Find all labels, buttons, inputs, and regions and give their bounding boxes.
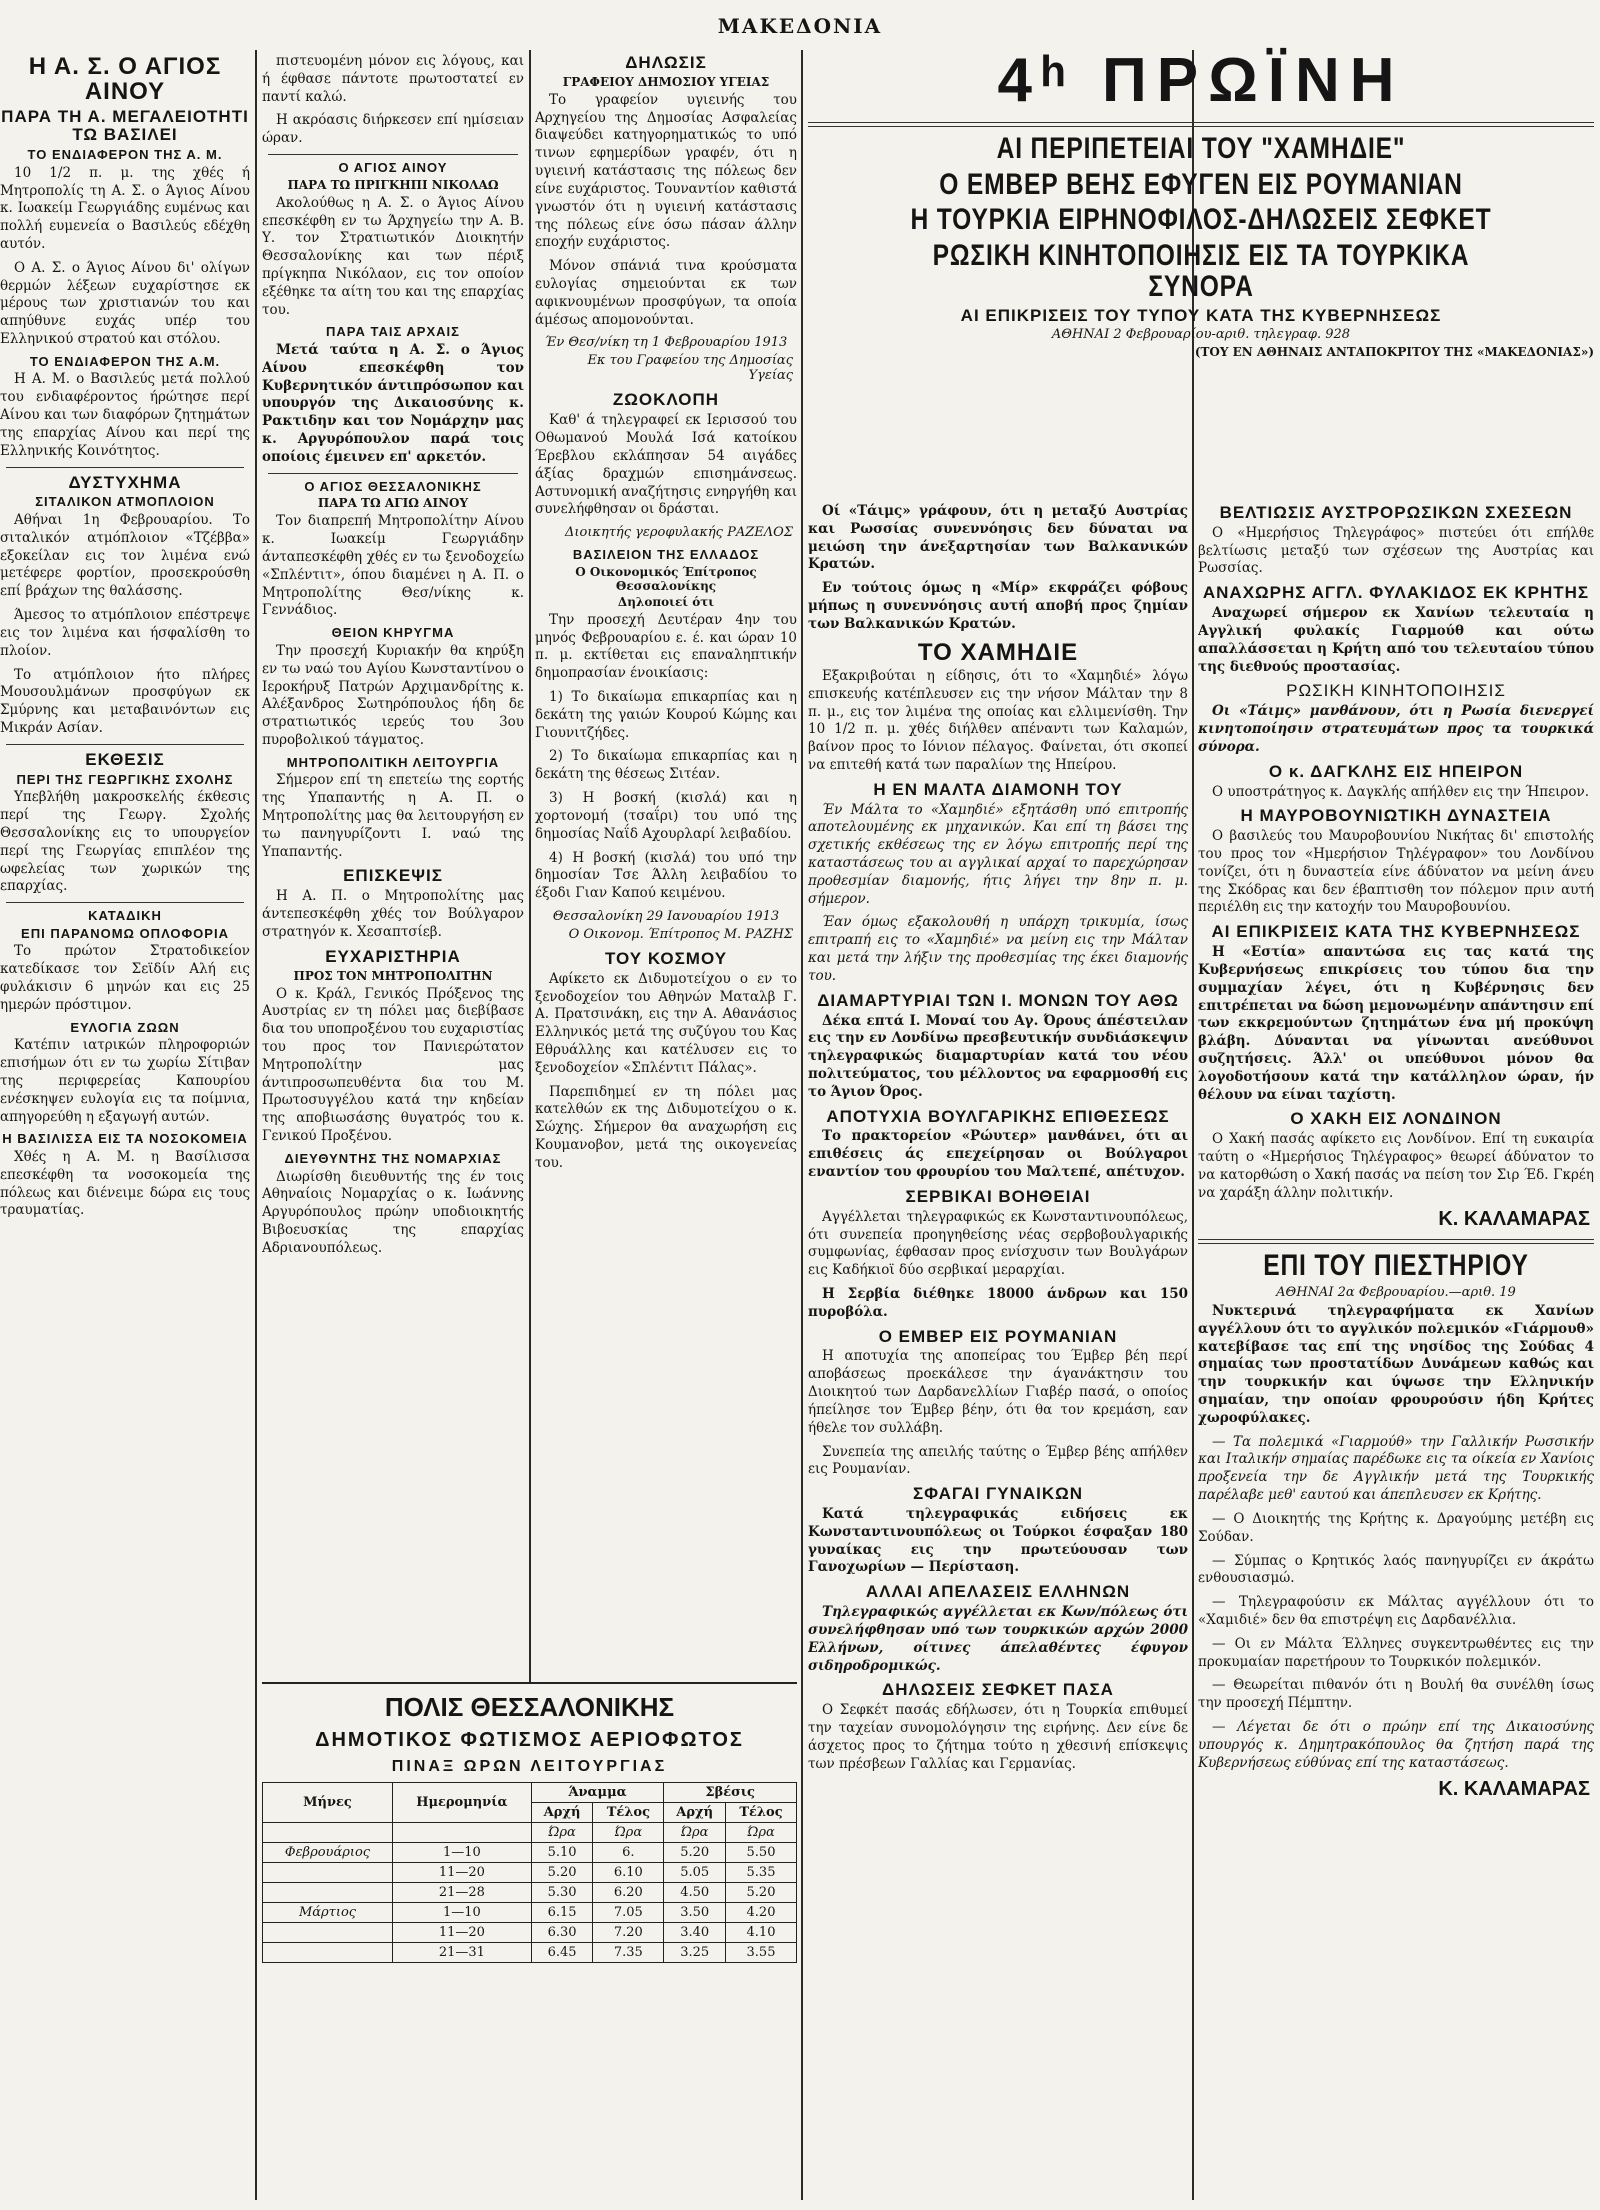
headline: ΔΗΛΩΣΕΙΣ ΣΕΦΚΕΤ ΠΑΣΑ [882,1680,1114,1700]
dateline: Θεσσαλονίκη 29 Ιανουαρίου 1913 [552,908,780,924]
cell-days: 1—10 [393,1843,532,1863]
column-rule [801,50,803,2200]
headline: Η ΕΝ ΜΑΛΤΑ ΔΙΑΜΟΝΗ ΤΟΥ [873,779,1123,799]
headline: ΔΗΛΩΣΙΣ [625,53,707,72]
article-paragraph: Μετά ταύτα η Α. Σ. ο Άγιος Αίνου επεσκέφθη τον Κυβερνητικόν άντιπρόσωπον και υπουργόν της Δικαιοσύνης κ. Ρακτιδην και τον Νομάρχην μας κ. Αργυρόπουλον παρά τοις οποίοις έμεινεν επ' αρκετόν. [262,342,524,465]
cell-value: 3.50 [664,1903,726,1923]
headline: ΖΩΟΚΛΟΠΗ [612,390,720,410]
article-paragraph: — Τα πολεμικά «Γιαρμούθ» την Γαλλικήν Ρωσσικήν και Ιταλικήν σημαίας παρέδωκε εις τα οίκεία εν Χανίοις προξενεία την δε Αγγλικήν μετά της Τουρκικής παρέλαβε μεθ' εαυτού και άπεπλευσεν εκ Κρήτης. [1198,1433,1594,1504]
headline: ΤΟΥ ΚΟΣΜΟΥ [604,948,728,968]
article-paragraph: Το πρώτον Στρατοδικείον κατεδίκασε τον Σεϊδίν Αλή εις φυλάκισιν 6 μηνών και εις 25 ημερών πρόστιμον. [0,943,250,1013]
main-headline: ΑΙ ΠΕΡΙΠΕΤΕΙΑΙ ΤΟΥ "ΧΑΜΗΔΙΕ" [996,132,1406,165]
headline: ΚΑΤΑΔΙΚΗ [88,908,162,924]
article-paragraph: Χθές η Α. Μ. η Βασίλισσα επεσκέφθη τα νοσοκομεία της πόλεως και διένειμε δώρα εις τους τραυματίας. [0,1149,250,1219]
main-subheadline: ΑΙ ΕΠΙΚΡΙΣΕΙΣ ΤΟΥ ΤΥΠΟΥ ΚΑΤΑ ΤΗΣ ΚΥΒΕΡΝΗΣΕΩΣ [960,305,1442,325]
th-end: Τέλος [593,1803,664,1823]
notice-title: ΠΟΛΙΣ ΘΕΣΣΑΛΟΝΙΚΗΣ [384,1692,675,1722]
article-paragraph: Άμεσος το ατμόπλοιον επέστρεψε εις τον λιμένα και ήσφαλίσθη το πλοίον. [0,607,250,659]
dateline: Έν Θεσ/νίκη τη 1 Φεβρουαρίου 1913 [544,335,788,351]
th-months: Μήνες [263,1783,393,1823]
gas-timetable [262,1782,797,1963]
cell-value: 3.25 [664,1943,726,1963]
article-paragraph: Την προσεχή Κυριακήν θα κηρύξη εν τω ναώ του Αγίου Κωνσταντίνου ο Ιεροκήρυξ Πατρών Αρχιμανδρίτης κ. Αλέξανδρος Σωτηρόπουλος ήδη δε στρατιωτικός ιερεύς του 3ου πυροβολικού τάγματος. [262,642,524,748]
cell-value: 5.30 [531,1883,593,1903]
headline: ΑΙ ΕΠΙΚΡΙΣΕΙΣ ΚΑΤΑ ΤΗΣ ΚΥΒΕΡΝΗΣΕΩΣ [1211,922,1581,942]
cell-value: 3.55 [726,1943,797,1963]
article-paragraph: Ακολούθως η Α. Σ. ο Άγιος Αίνου επεσκέφθη εν τω Άρχηγείω την Α. Β. Υ. τον Στρατιωτικόν Διοικητήν Θεσσαλονίκης και των πέριξ πρίγκηπα Νικόλαον, εις τον οποίον εξέθηκε τα αίτη του και της επαρχίας του. [262,194,524,318]
unit-spacer [393,1823,532,1843]
dateline: ΑΘΗΝΑΙ 2 Φεβρουαρίου-αριθ. τηλεγραφ. 928 [1051,327,1351,343]
article-paragraph: 3) Η βοσκή (κισλά) και η χορτονομή (τσαΐρι) του υπό της δημοσίας Ναΐδ Αχουρλαρί λειβαδίου. [535,790,797,842]
cell-days: 21—31 [393,1943,532,1963]
headline: Η ΜΑΥΡΟΒΟΥΝΙΩΤΙΚΗ ΔΥΝΑΣΤΕΙΑ [1240,806,1552,826]
headline: ΕΥΛΟΓΙΑ ΖΩΩΝ [70,1019,180,1035]
cell-value: 6.10 [593,1863,664,1883]
article-paragraph: Η Α. Μ. ο Βασιλεύς μετά πολλού του ενδιαφέροντος ήρώτησε περί Αίνου και των διαφόρων ζητημάτων της επαρχίας Αίνου και περί της Ελληνικής Κοινότητος. [0,371,250,459]
cell-value: 6.15 [531,1903,593,1923]
article-paragraph: Καθ' ά τηλεγραφεί εκ Ιερισσού του Οθωμανού Μουλά Ισά κατοίκου Έρεβλου εκλάπησαν 54 αιγάδες άξίας δραχμών επισημάνσεως. Αστυνομική αναζήτησις ενηργήθη και συνελήφθησαν οι δράσται. [535,412,797,518]
article-paragraph: 2) Το δικαίωμα επικαρπίας και η δεκάτη της θέσεως Σιτέαν. [535,748,797,783]
subheadline: Ο Οικονομικός Έπίτροπος Θεσσαλονίκης [575,564,757,593]
cell-month: Μάρτιος [263,1903,393,1923]
signature: Κ. ΚΑΛΑΜΑΡΑΣ [1438,1208,1590,1231]
cell-value: 7.35 [593,1943,664,1963]
headline: ΒΑΣΙΛΕΙΟΝ ΤΗΣ ΕΛΛΑΔΟΣ [572,547,760,563]
article-paragraph: Αναχωρεί σήμερον εκ Χανίων τελευταία η Αγγλική φυλακίς Γιαρμούθ και ούτω απαλλάσσεται η Κρήτη από του τελευταίου τύπου της διεθνούς προστασίας. [1198,605,1594,675]
unit-label: Ώρα [593,1823,664,1843]
cell-month [263,1943,393,1963]
article-paragraph: Έαν όμως εξακολουθή η υπάρχη τρικυμία, ίσως επιτραπή εις το «Χαμηδιέ» να μείνη εις την Μάλταν και μετά την λήξιν της προθεσμίας της έκει διαμονής του. [808,914,1188,984]
signature: Εκ του Γραφείου της Δημοσίας Υγείας [587,353,793,384]
edition-banner: 4ʰ ΠΡΩΪΝΗ [997,46,1405,115]
article-paragraph: Το πρακτορείον «Ρώυτερ» μανθάνει, ότι αι επιθέσεις άς επεχείρησαν οι Βούλγαροι εναντίον του φρουρίου του Μαλτεπέ, απέτυχον. [808,1128,1188,1181]
article-paragraph: Αθήναι 1η Φεβρουαρίου. Το σιταλικόν ατμόπλοιον «Τζέββα» εξοκείλαν εις τον λιμένα ενώ μετέφερε φορτίον, προσεκρούσθη επί βράχων της θαλάσσης. [0,512,250,600]
headline: ΑΛΛΑΙ ΑΠΕΛΑΣΕΙΣ ΕΛΛΗΝΩΝ [865,1582,1131,1602]
signature: Ο Οικονομ. Έπίτροπος Μ. ΡΑΖΗΣ [568,926,793,942]
dateline: ΑΘΗΝΑΙ 2α Φεβρουαρίου.—αριθ. 19 [1276,1284,1516,1300]
article-paragraph: Η «Εστία» απαντώσα εις τας κατά της Κυβερνήσεως επικρίσεις του τύπου δια την συμμαχίαν λέγει, ότι η Κυβέρνησις δεν επιτρέπεται να δώση μεμονωμένην απάντησιν επί των εκκρεμούντων ζητημάτων ένα μή προκύψη βλάβη. Δύνανται να γίνωνται ανεύθυνοι συζητήσεις. Άλλ' οι υπεύθυνοι μόνον θα λογοδοτήσουν κατά την κατάλληλον ώραν, ήν θέλουν να είναι ταχίστη. [1198,944,1594,1103]
main-headline: ΡΩΣΙΚΗ ΚΙΝΗΤΟΠΟΙΗΣΙΣ ΕΙΣ ΤΑ ΤΟΥΡΚΙΚΑ ΣΥΝΟΡΑ [932,238,1470,303]
article-paragraph: 10 1/2 π. μ. της χθές ή Μητροπολίς τη Α. Σ. ο Άγιος Αίνου κ. Ιωακείμ Γεωργιάδης ευμένως και πολλή ευμενεία ο Βασιλεύς εδέχθη αυτόν. [0,164,250,252]
article-paragraph: Δέκα επτά Ι. Μοναί του Αγ. Όρους άπέστειλαν εις την εν Λονδίνω πρεσβευτικήν συνδιάσκεψιν τηλεγραφικώς διαμαρτυρίαν κατά του νέου πολιτεύματος, του μέλλοντος να εφαρμοσθή εις το Άγιον Όρος. [808,1012,1188,1100]
cell-value: 5.10 [531,1843,593,1863]
article-paragraph: Τον διαπρεπή Μητροπολίτην Αίνου κ. Ιωακείμ Γεωργιάδην άνταπεσκέφθη χθές εν τω ξενοδοχείω «Σπλέντιτ», όπου διαμένει η Α. Π. ο Μητροπολίτης Θεσ/νίκης κ. Γεννάδιος. [262,513,524,619]
divider [6,467,244,468]
headline: ΔΙΕΥΘΥΝΤΗΣ ΤΗΣ ΝΟΜΑΡΧΙΑΣ [284,1150,502,1166]
article-paragraph: Διωρίσθη διευθυντής της έν τοις Αθηναίοις Νομαρχίας ο κ. Ιωάννης Αργυρόπουλος πρώην υποδιοικητής Βιβοευσκίας της επαρχίας Αδριανουπόλεως. [262,1168,524,1256]
headline: ΜΗΤΡΟΠΟΛΙΤΙΚΗ ΛΕΙΤΟΥΡΓΙΑ [286,754,500,770]
th-start: Αρχή [531,1803,593,1823]
table-row [263,1863,797,1883]
headline: ΘΕΙΟΝ ΚΗΡΥΓΜΑ [331,625,455,641]
cell-days: 11—20 [393,1863,532,1883]
article-paragraph: — Οι εν Μάλτα Έλληνες συγκεντρωθέντες εις την προκυμαίαν παρετήρουν το Τουρκικόν πολεμικόν. [1198,1635,1594,1670]
article-paragraph: — Λέγεται δε ότι ο πρώην επί της Δικαιοσύνης υπουργός κ. Δημητρακόπουλος θα ζητήση παρά της Κυβερνήσεως εύθύνας επί της καταστάσεως. [1198,1719,1594,1771]
cell-days: 1—10 [393,1903,532,1923]
front-banner [808,44,1594,361]
notice-table-title: ΠΙΝΑΞ ΩΡΩΝ ΛΕΙΤΟΥΡΓΙΑΣ [391,1758,668,1775]
column-1 [0,50,250,2200]
subheadline: ΤΟ ΕΝΔΙΑΦΕΡΟΝ ΤΗΣ Α.Μ. [29,353,221,369]
headline: ΕΚΘΕΣΙΣ [85,749,165,769]
double-rule [1198,1239,1594,1244]
subheadline: ΤΟ ΕΝΔΙΑΦΕΡΟΝ ΤΗΣ Α. Μ. [27,147,223,163]
cell-value: 5.05 [664,1863,726,1883]
cell-value: 5.35 [726,1863,797,1883]
subheadline: ΠΑΡΑ ΤΩ ΠΡΙΓΚΗΠΙ ΝΙΚΟΛΑΩ [287,177,499,192]
unit-label: Ώρα [726,1823,797,1843]
article-paragraph: — Σύμπας ο Κρητικός λαός πανηγυρίζει εν άκράτω ενθουσιασμώ. [1198,1552,1594,1587]
divider [268,154,518,155]
signature: Κ. ΚΑΛΑΜΑΡΑΣ [1438,1778,1590,1801]
gas-lighting-notice [262,1682,797,2204]
headline: Ο ΕΜΒΕΡ ΕΙΣ ΡΟΥΜΑΝΙΑΝ [878,1326,1118,1346]
th-light: Άναμμα [531,1783,664,1803]
subheadline: ΕΠΙ ΠΑΡΑΝΟΜΩ ΟΠΛΟΦΟΡΙΑ [21,925,229,941]
column-rule [255,50,257,2200]
article-paragraph: Ο Σεφκέτ πασάς εδήλωσεν, ότι η Τουρκία επιθυμεί την ταχείαν συνομολόγησιν της ειρήνης. Δεν είνε δε άσχετος προς το ζήτημα τούτο η χθεσινή επίσκεψις των πρέσβεων Γαλλίας και Γερμανίας. [808,1702,1188,1772]
article-paragraph: Αγγέλλεται τηλεγραφικώς εκ Κωνσταντινουπόλεως, ότι συνεπεία προηγηθείσης νέας σερβοβουλγαρικής συμφωνίας, έφθασαν προς ενίσχυσιν των Βουλγάρων εις Καδήκιοϊ δύο σερβικαί μεραρχίαι. [808,1208,1188,1279]
article-paragraph: πιστευομένη μόνον εις λόγους, και ή έφθασε πάντοτε πρωτοστατεί εν παντί καλώ. [262,53,524,105]
headline: Ο ΑΓΙΟΣ ΑΙΝΟΥ [338,160,448,176]
cell-month [263,1863,393,1883]
subheadline: ΣΙΤΑΛΙΚΟΝ ΑΤΜΟΠΛΟΙΟΝ [35,494,215,510]
cell-value: 5.20 [726,1883,797,1903]
headline: ΕΠΙ ΤΟΥ ΠΙΕΣΤΗΡΙΟΥ [1263,1249,1529,1283]
divider [6,744,244,745]
unit-label: Ώρα [664,1823,726,1843]
table-row [263,1903,797,1923]
divider [6,902,244,903]
headline: ΔΙΑΜΑΡΤΥΡΙΑΙ ΤΩΝ Ι. ΜΟΝΩΝ ΤΟΥ ΑΘΩ [817,990,1179,1010]
cell-month [263,1883,393,1903]
subheadline: ΠΑΡΑ ΤΩ ΑΓΙΩ ΑΙΝΟΥ [317,496,469,511]
article-paragraph: Ο «Ημερήσιος Τηλεγράφος» πιστεύει ότι επήλθε βελτίωσις μεταξύ των σχέσεων της Αυστρίας και Ρωσσίας. [1198,524,1594,577]
headline: Η Α. Σ. Ο ΑΓΙΟΣ ΑΙΝΟΥ [28,53,222,106]
table-row [263,1923,797,1943]
article-paragraph: Η ακρόασις διήρκεσεν επί ημίσειαν ώραν. [262,112,524,147]
cell-value: 7.20 [593,1923,664,1943]
cell-value: 5.20 [664,1843,726,1863]
headline: ΒΕΛΤΙΩΣΙΣ ΑΥΣΤΡΟΡΩΣΙΚΩΝ ΣΧΕΣΕΩΝ [1219,503,1573,522]
article-paragraph: Κατά τηλεγραφικάς ειδήσεις εκ Κωνσταντινουπόλεως οι Τούρκοι έσφαξαν 180 γυναίκας εις την πρωτεύουσαν των Γανοχωρίων — Περίσταση. [808,1506,1188,1576]
cell-value: 7.05 [593,1903,664,1923]
article-paragraph: Η Σερβία διέθηκε 18000 άνδρων και 150 πυροβόλα. [808,1286,1188,1320]
cell-value: 4.50 [664,1883,726,1903]
article-paragraph: Μόνον σπάνιά τινα κρούσματα ευλογίας σημειούνται εκ των αφικνουμένων προσφύγων, τα οποία άμέσως απομονούνται. [535,258,797,328]
article-paragraph: — Ο Διοικητής της Κρήτης κ. Δραγούμης μετέβη εις Σούδαν. [1198,1510,1594,1545]
subheadline: ΓΡΑΦΕΙΟΥ ΔΗΜΟΣΙΟΥ ΥΓΕΙΑΣ [562,74,770,89]
main-headline: Ο ΕΜΒΕΡ ΒΕΗΣ ΕΦΥΓΕΝ ΕΙΣ ΡΟΥΜΑΝΙΑΝ [939,167,1463,201]
headline: ΑΝΑΧΩΡΗΣ ΑΓΓΛ. ΦΥΛΑΚΙΔΟΣ ΕΚ ΚΡΗΤΗΣ [1202,583,1590,603]
headline: ΤΟ ΧΑΜΗΔΙΕ [917,638,1079,666]
column-5 [1198,500,1594,2200]
correspondent-credit: (ΤΟΥ ΕΝ ΑΘΗΝΑΙΣ ΑΝΤΑΠΟΚΡΙΤΟΥ ΤΗΣ «ΜΑΚΕΔΟΝΙΑΣ») [1194,345,1594,360]
masthead: ΜΑΚΕΔΟΝΙΑ [717,14,883,38]
headline: ΠΑΡΑ ΤΑΙΣ ΑΡΧΑΙΣ [326,324,460,340]
article-paragraph: Εν τούτοις όμως η «Μίρ» εκφράζει φόβους μήπως η συνεννόησις αυτή αποβή προς ζημίαν των Βαλκανικών Κρατών. [808,580,1188,632]
article-paragraph: Την προσεχή Δευτέραν 4ην του μηνός Φεβρουαρίου ε. έ. και ώραν 10 π. μ. εκτίθεται εις επαναληπτικήν δημοπρασίαν ένοικίασις: [535,611,797,682]
th-start: Αρχή [664,1803,726,1823]
headline: ΑΠΟΤΥΧΙΑ ΒΟΥΛΓΑΡΙΚΗΣ ΕΠΙΘΕΣΕΩΣ [826,1106,1170,1126]
signature: Διοικητής γεροφυλακής ΡΑΖΕΛΟΣ [565,525,793,541]
headline: ΣΕΡΒΙΚΑΙ ΒΟΗΘΕΙΑΙ [905,1186,1091,1206]
headline: ΔΥΣΤΥΧΗΜΑ [68,472,182,492]
article-paragraph: Αφίκετο εκ Διδυμοτείχου ο εν το ξενοδοχείον του Αθηνών Ματαλβ Γ. Α. Πρατσινάκη, εις την Α. Αθανάσιος Ελληνικός μετά της συζύγου του Κας Εθρυάλλης και κατέλυσεν εις το ξενοδοχείον «Σπλέντιτ Πάλας». [535,970,797,1076]
article-paragraph: Το ατμόπλοιον ήτο πλήρες Μουσουλμάνων προσφύγων εκ Σμύρνης και μεταβαινόντων εις Μικράν Ασίαν. [0,666,250,736]
cell-month [263,1923,393,1943]
article-paragraph: Ο Χακή πασάς αφίκετο εις Λονδίνον. Επί τη ευκαιρία ταύτη ο «Ημερήσιος Τηλέγραφος» θεωρεί άδύνατον το να κατορθώση ο Χακή πασάς να πείση τον Σιρ Έδ. Γκρέη να χαράξη άλλην πολιτικήν. [1198,1131,1594,1201]
cell-value: 3.40 [664,1923,726,1943]
article-paragraph: — Θεωρείται πιθανόν ότι η Βουλή θα συνέλθη ίσως την προσεχή Πέμπτην. [1198,1677,1594,1712]
cell-value: 5.50 [726,1843,797,1863]
cell-value: 6.45 [531,1943,593,1963]
double-rule [808,122,1594,127]
headline: ΣΦΑΓΑΙ ΓΥΝΑΙΚΩΝ [912,1484,1084,1504]
article-paragraph: Συνεπεία της απειλής ταύτης ο Έμβερ βέης απήλθεν εις Ρουμανίαν. [808,1443,1188,1478]
article-paragraph: Οι «Τάιμς» μανθάνουν, ότι η Ρωσία διενεργεί κινητοποίησιν στρατευμάτων προς τα τουρκικά σύνορα. [1198,703,1594,755]
article-paragraph: Παρεπιδημεί εν τη πόλει μας κατελθών εκ της Διδυμοτείχου ο κ. Σώχης. Σήμερον θα αναχωρήση εις Κουμανοβον, μετά της οικογενείας του. [535,1083,797,1171]
article-paragraph: 1) Το δικαίωμα επικαρπίας και η δεκάτη της γαιών Κουρού Κώμης και Γιουνιτζήδες. [535,689,797,741]
th-off: Σβέσις [664,1783,797,1803]
article-paragraph: Τηλεγραφικώς αγγέλλεται εκ Κων/πόλεως ότι συνελήφθησαν υπό των τουρκικών αρχών 2000 Ελλήνων, οίτινες άπελαθέντες έφυγον σιδηροδρομικώς. [808,1604,1188,1674]
cell-value: 6.20 [593,1883,664,1903]
article-paragraph: — Τηλεγραφούσιν εκ Μάλτας αγγέλλουν ότι το «Χαμιδιέ» δεν θα επιστρέψη εις Δαρδανέλλια. [1198,1594,1594,1628]
subheadline: Δηλοποιεί ότι [617,594,715,609]
headline: Η ΒΑΣΙΛΙΣΣΑ ΕΙΣ ΤΑ ΝΟΣΟΚΟΜΕΙΑ [2,1131,248,1147]
th-end: Τέλος [726,1803,797,1823]
cell-month: Φεβρουάριος [263,1843,393,1863]
headline: ΡΩΣΙΚΗ ΚΙΝΗΤΟΠΟΙΗΣΙΣ [1286,681,1506,701]
divider [268,473,518,474]
subheadline: ΠΡΟΣ ΤΟΝ ΜΗΤΡΟΠΟΛΙΤΗΝ [293,968,493,983]
article-paragraph: Κατέπιν ιατρικών πληροφοριών επισήμων ότι εν τω χωρίω Σίτιβαν της περιφερείας Καπουρίου ενέσκηψεν ευλογία εις τα ποίμνια, απηγορεύθη η εξαγωγή αυτών. [0,1037,250,1125]
th-days: Ημερομηνία [393,1783,532,1823]
cell-value: 4.10 [726,1923,797,1943]
article-paragraph: Ο κ. Κράλ, Γενικός Πρόξενος της Αυστρίας εν τη πόλει μας διεβίβασε δια του υποπροξένου του ευχαριστίας του προς τον Πανιερώτατον Μητροπολίτην μας άντιπροσωπευθέντα δια του Μ. Πρωτοσυγγέλου κατά την κηδείαν της αποβιωσάσης θυγατρός του κ. Γενικού Προξένου. [262,985,524,1145]
cell-value: 5.20 [531,1863,593,1883]
headline: ΠΑΡΑ ΤΗ Α. ΜΕΓΑΛΕΙΟΤΗΤΙ ΤΩ ΒΑΣΙΛΕΙ [1,107,249,145]
subheadline: ΠΕΡΙ ΤΗΣ ΓΕΩΡΓΙΚΗΣ ΣΧΟΛΗΣ [16,771,234,787]
headline: Ο κ. ΔΑΓΚΛΗΣ ΕΙΣ ΗΠΕΙΡΟΝ [1268,761,1524,781]
article-paragraph: Η αποτυχία της αποπείρας του Έμβερ βέη περί αποβάσεως προεκάλεσε την άγανάκτησιν του Διοικητού των Δαρδανελλίων Γιαβέρ πασά, ο οποίος ήπείλησε τον Έμβερ βέην, ότι θα τον κρεμάση, εαν ήθελε τον συλλάβη. [808,1348,1188,1436]
cell-days: 21—28 [393,1883,532,1903]
cell-value: 4.20 [726,1903,797,1923]
table-row [263,1943,797,1963]
headline: Ο ΑΓΙΟΣ ΘΕΣΣΑΛΟΝΙΚΗΣ [304,478,482,494]
article-paragraph: Έν Μάλτα το «Χαμηδιέ» εξητάσθη υπό επιτροπής αποτελουμένης εκ μηχανικών. Και επί τη βάσει της σχετικής εκθέσεως της εν λόγω επιτροπής περί της καταστάσεως του αι αγγλικαί αρχαί το παρεχώρησαν προθεσμίαν διαμονής, ήτις λήγει την 8ην π. μ. σήμερον. [808,801,1188,907]
article-paragraph: Νυκτερινά τηλεγραφήματα εκ Χανίων αγγέλλουν ότι το αγγλικόν πολεμικόν «Γιάρμουθ» κατεβίβασε τας επί της νησίδος της Σούδας 4 σημαίας των προστατίδων Δυνάμεων καθώς και την τουρκικήν και ύψωσε την Ελληνικήν σημαίαν, την οποίαν φρουρούσιν ήδη Κρήτες χωροφύλακες. [1198,1302,1594,1426]
headline: ΕΠΙΣΚΕΨΙΣ [343,866,443,886]
article-paragraph: Εξακριβούται η είδησις, ότι το «Χαμηδιέ» λόγω επισκευής κατέπλευσεν εις την νήσον Μάλταν την 8 π. μ., εις τον λιμένα της οποίας και ελλιμενίσθη. Την 10 1/2 π. μ. χθές διήλθεν απέναντι των Καλαμών, βαίνον προς το Ιόνιον πέλαγος. Φαίνεται, ότι σκοπεί να επιτεθή κατά των παραλίων της Ηπείρου. [808,667,1188,773]
article-paragraph: Ο υποστράτηγος κ. Δαγκλής απήλθεν εις την Ήπειρον. [1212,783,1589,800]
cell-days: 11—20 [393,1923,532,1943]
table-row [263,1843,797,1863]
column-rule [1192,50,1194,2200]
table-row [263,1883,797,1903]
article-paragraph: Σήμερον επί τη επετείω της εορτής της Υπαπαντής η Α. Π. ο Μητροπολίτης μας θα λειτουργήση εν τω πανηγυρίζοντι Ι. ναώ της Υπαπαντής. [262,772,524,860]
main-headline: Η ΤΟΥΡΚΙΑ ΕΙΡΗΝΟΦΙΛΟΣ-ΔΗΛΩΣΕΙΣ ΣΕΦΚΕΤ [910,203,1492,236]
headline: ΕΥΧΑΡΙΣΤΗΡΙΑ [325,946,461,966]
column-4 [808,500,1188,2200]
article-paragraph: Οί «Τάιμς» γράφουν, ότι η μεταξύ Αυστρίας και Ρωσσίας συνεννόησις δεν δύναται να μειώση την άνεξαρτησίαν των Βαλκανικών Κρατών. [808,503,1188,573]
cell-value: 6.30 [531,1923,593,1943]
unit-spacer [263,1823,393,1843]
article-paragraph: Ο Α. Σ. ο Άγιος Αίνου δι' ολίγων θερμών λέξεων ευχαρίστησε εκ μέρους των χριστιανών του και απηύθυνε ευχάς υπέρ του Ελληνικού στρατού και στόλου. [0,259,250,348]
cell-value: 6. [593,1843,664,1863]
article-paragraph: Υπεβλήθη μακροσκελής έκθεσις περί της Γεωργ. Σχολής Θεσσαλονίκης εις το υπουργείον περί της Γεωργίας επιπλέον της ωφελείας των χωρικών της επαρχίας. [0,789,250,895]
unit-label: Ώρα [531,1823,593,1843]
notice-subtitle: ΔΗΜΟΤΙΚΟΣ ΦΩΤΙΣΜΟΣ ΑΕΡΙΟΦΩΤΟΣ [315,1729,744,1751]
article-paragraph: 4) Η βοσκή (κισλά) του υπό την δημοσίαν Τσε Άλλη λειβαδίου το έξοδι Γιαν Καπού κειμένου. [535,849,797,902]
headline: Ο ΧΑΚΗ ΕΙΣ ΛΟΝΔΙΝΟΝ [1290,1109,1502,1129]
article-paragraph: Ο βασιλεύς του Μαυροβουνίου Νικήτας δι' επιστολής του προς τον «Ημερήσιον Τηλέγραφον» του Λονδίνου τονίζει, ότι η δυναστεία είνε άδύνατον να μείνη άνευ της Σκόδρας και δεν έβαπτισθη τον πόλεμον πριν αυτή περιέλθη εις την κατοχήν του Μαυροβουνίου. [1198,828,1594,916]
article-paragraph: Το γραφείον υγιεινής του Αρχηγείου της Δημοσίας Ασφαλείας διαψεύδει κατηγορηματικώς το υπό τινων εφημερίδων γραφέν, ότι η υγιεινή κατάστασις της πόλεως δεν είνε ευχάριστος. Τουναντίον καθιστά γνωστόν ότι η υγιεινή κατάστασις της πόλεως είνε όσω πάσαν άλλην εποχήν ευχάριστος. [535,91,797,251]
article-paragraph: Η Α. Π. ο Μητροπολίτης μας άντεπεσκέφθη χθές τον Βούλγαρον στρατηγόν κ. Χεσαπτσίεβ. [262,888,524,940]
